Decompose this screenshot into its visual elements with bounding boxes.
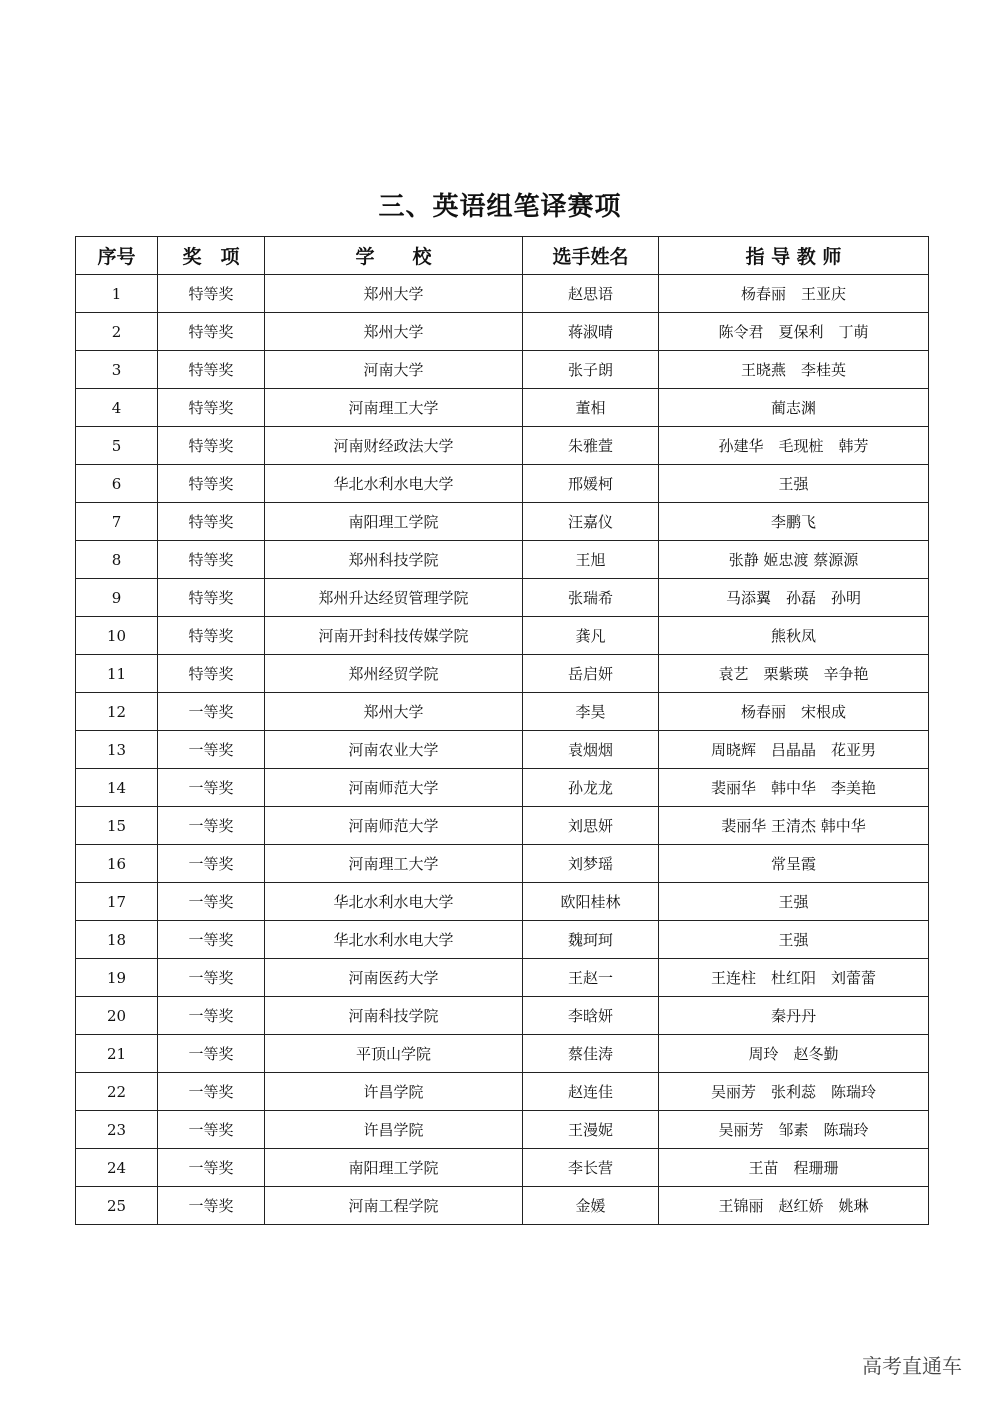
cell-index: 5: [76, 427, 158, 465]
cell-school: 郑州经贸学院: [265, 655, 523, 693]
cell-index: 3: [76, 351, 158, 389]
cell-award: 一等奖: [158, 1111, 265, 1149]
cell-advisors: 张静 姬忠渡 蔡源源: [659, 541, 929, 579]
table-row: [76, 503, 929, 541]
cell-school: 平顶山学院: [265, 1035, 523, 1073]
cell-contestant: 王漫妮: [523, 1111, 659, 1149]
cell-advisors: 王苗 程珊珊: [659, 1149, 929, 1187]
cell-contestant: 李昊: [523, 693, 659, 731]
cell-award: 一等奖: [158, 997, 265, 1035]
cell-index: 15: [76, 807, 158, 845]
cell-school: 郑州大学: [265, 275, 523, 313]
cell-index: 25: [76, 1187, 158, 1225]
table-row: [76, 389, 929, 427]
cell-index: 19: [76, 959, 158, 997]
cell-award: 特等奖: [158, 427, 265, 465]
cell-index: 21: [76, 1035, 158, 1073]
cell-school: 华北水利水电大学: [265, 465, 523, 503]
cell-award: 一等奖: [158, 1035, 265, 1073]
cell-index: 13: [76, 731, 158, 769]
cell-school: 郑州升达经贸管理学院: [265, 579, 523, 617]
watermark-text: 高考直通车: [862, 1354, 962, 1378]
cell-award: 特等奖: [158, 275, 265, 313]
cell-advisors: 王强: [659, 921, 929, 959]
cell-index: 12: [76, 693, 158, 731]
cell-contestant: 李长营: [523, 1149, 659, 1187]
cell-school: 河南医药大学: [265, 959, 523, 997]
cell-contestant: 刘思妍: [523, 807, 659, 845]
cell-contestant: 刘梦瑶: [523, 845, 659, 883]
table-row: [76, 693, 929, 731]
cell-advisors: 周晓辉 吕晶晶 花亚男: [659, 731, 929, 769]
cell-award: 一等奖: [158, 693, 265, 731]
cell-school: 南阳理工学院: [265, 503, 523, 541]
cell-award: 特等奖: [158, 655, 265, 693]
cell-school: 河南开封科技传媒学院: [265, 617, 523, 655]
cell-contestant: 汪嘉仪: [523, 503, 659, 541]
cell-award: 一等奖: [158, 1073, 265, 1111]
cell-contestant: 董相: [523, 389, 659, 427]
table-row: [76, 731, 929, 769]
cell-advisors: 孙建华 毛现桩 韩芳: [659, 427, 929, 465]
table-row: [76, 921, 929, 959]
cell-contestant: 龚凡: [523, 617, 659, 655]
cell-school: 河南理工大学: [265, 845, 523, 883]
cell-advisors: 秦丹丹: [659, 997, 929, 1035]
cell-index: 17: [76, 883, 158, 921]
cell-contestant: 欧阳桂林: [523, 883, 659, 921]
cell-index: 8: [76, 541, 158, 579]
table-row: [76, 1187, 929, 1225]
cell-contestant: 蒋淑晴: [523, 313, 659, 351]
cell-award: 特等奖: [158, 503, 265, 541]
cell-award: 特等奖: [158, 617, 265, 655]
cell-school: 河南财经政法大学: [265, 427, 523, 465]
cell-school: 河南理工大学: [265, 389, 523, 427]
cell-advisors: 王强: [659, 465, 929, 503]
cell-index: 23: [76, 1111, 158, 1149]
table-row: [76, 959, 929, 997]
table-row: [76, 1149, 929, 1187]
cell-award: 一等奖: [158, 921, 265, 959]
cell-contestant: 王旭: [523, 541, 659, 579]
table-row: [76, 275, 929, 313]
cell-school: 许昌学院: [265, 1073, 523, 1111]
cell-advisors: 王晓燕 李桂英: [659, 351, 929, 389]
cell-contestant: 邢媛柯: [523, 465, 659, 503]
table-row: [76, 427, 929, 465]
header-advisors: 指 导 教 师: [659, 237, 929, 275]
cell-award: 一等奖: [158, 731, 265, 769]
cell-index: 9: [76, 579, 158, 617]
cell-advisors: 蔺志渊: [659, 389, 929, 427]
cell-contestant: 蔡佳涛: [523, 1035, 659, 1073]
cell-contestant: 朱雅萱: [523, 427, 659, 465]
cell-index: 2: [76, 313, 158, 351]
table-row: [76, 313, 929, 351]
table-row: [76, 807, 929, 845]
cell-award: 特等奖: [158, 313, 265, 351]
cell-advisors: 吴丽芳 张利蕊 陈瑞玲: [659, 1073, 929, 1111]
cell-award: 一等奖: [158, 807, 265, 845]
cell-index: 14: [76, 769, 158, 807]
cell-index: 1: [76, 275, 158, 313]
cell-school: 河南工程学院: [265, 1187, 523, 1225]
cell-advisors: 吴丽芳 邹素 陈瑞玲: [659, 1111, 929, 1149]
table-row: [76, 845, 929, 883]
cell-index: 22: [76, 1073, 158, 1111]
cell-award: 一等奖: [158, 883, 265, 921]
cell-index: 7: [76, 503, 158, 541]
header-school: 学 校: [265, 237, 523, 275]
table-body: [76, 275, 929, 1225]
cell-contestant: 孙龙龙: [523, 769, 659, 807]
cell-award: 一等奖: [158, 769, 265, 807]
table-header-row: [76, 237, 929, 275]
cell-advisors: 杨春丽 王亚庆: [659, 275, 929, 313]
cell-index: 4: [76, 389, 158, 427]
cell-contestant: 赵连佳: [523, 1073, 659, 1111]
cell-school: 河南农业大学: [265, 731, 523, 769]
cell-award: 一等奖: [158, 1187, 265, 1225]
cell-advisors: 陈令君 夏保利 丁萌: [659, 313, 929, 351]
awards-table: [75, 236, 929, 1225]
cell-award: 特等奖: [158, 389, 265, 427]
cell-award: 一等奖: [158, 845, 265, 883]
cell-school: 华北水利水电大学: [265, 921, 523, 959]
cell-school: 南阳理工学院: [265, 1149, 523, 1187]
table-row: [76, 655, 929, 693]
table-row: [76, 541, 929, 579]
cell-contestant: 岳启妍: [523, 655, 659, 693]
cell-advisors: 裴丽华 韩中华 李美艳: [659, 769, 929, 807]
cell-advisors: 常呈霞: [659, 845, 929, 883]
table-row: [76, 1035, 929, 1073]
table-row: [76, 883, 929, 921]
cell-advisors: 熊秋凤: [659, 617, 929, 655]
cell-index: 24: [76, 1149, 158, 1187]
cell-advisors: 李鹏飞: [659, 503, 929, 541]
cell-school: 河南师范大学: [265, 807, 523, 845]
table-row: [76, 351, 929, 389]
cell-contestant: 张子朗: [523, 351, 659, 389]
table-row: [76, 617, 929, 655]
cell-award: 特等奖: [158, 579, 265, 617]
cell-award: 特等奖: [158, 541, 265, 579]
cell-contestant: 魏珂珂: [523, 921, 659, 959]
cell-contestant: 袁烟烟: [523, 731, 659, 769]
cell-advisors: 王强: [659, 883, 929, 921]
cell-school: 河南大学: [265, 351, 523, 389]
cell-school: 郑州大学: [265, 693, 523, 731]
cell-school: 郑州科技学院: [265, 541, 523, 579]
cell-contestant: 张瑞希: [523, 579, 659, 617]
cell-school: 河南师范大学: [265, 769, 523, 807]
cell-school: 华北水利水电大学: [265, 883, 523, 921]
cell-advisors: 周玲 赵冬勤: [659, 1035, 929, 1073]
cell-advisors: 王锦丽 赵红娇 姚琳: [659, 1187, 929, 1225]
cell-advisors: 王连柱 杜红阳 刘蕾蕾: [659, 959, 929, 997]
cell-contestant: 赵思语: [523, 275, 659, 313]
cell-school: 许昌学院: [265, 1111, 523, 1149]
cell-award: 一等奖: [158, 959, 265, 997]
cell-contestant: 王赵一: [523, 959, 659, 997]
table-row: [76, 769, 929, 807]
header-contestant: 选手姓名: [523, 237, 659, 275]
table-row: [76, 579, 929, 617]
cell-school: 郑州大学: [265, 313, 523, 351]
cell-index: 11: [76, 655, 158, 693]
table-row: [76, 1073, 929, 1111]
cell-award: 一等奖: [158, 1149, 265, 1187]
cell-advisors: 杨春丽 宋根成: [659, 693, 929, 731]
cell-index: 20: [76, 997, 158, 1035]
cell-award: 特等奖: [158, 351, 265, 389]
header-award: 奖 项: [158, 237, 265, 275]
cell-index: 16: [76, 845, 158, 883]
page-title: 三、英语组笔译赛项: [378, 192, 622, 222]
cell-contestant: 李晗妍: [523, 997, 659, 1035]
cell-school: 河南科技学院: [265, 997, 523, 1035]
table-row: [76, 465, 929, 503]
cell-contestant: 金媛: [523, 1187, 659, 1225]
cell-advisors: 裴丽华 王清杰 韩中华: [659, 807, 929, 845]
cell-index: 10: [76, 617, 158, 655]
cell-award: 特等奖: [158, 465, 265, 503]
header-index: 序号: [76, 237, 158, 275]
cell-advisors: 马添翼 孙磊 孙明: [659, 579, 929, 617]
cell-advisors: 袁艺 栗紫瑛 辛争艳: [659, 655, 929, 693]
table-row: [76, 1111, 929, 1149]
table-row: [76, 997, 929, 1035]
cell-index: 18: [76, 921, 158, 959]
cell-index: 6: [76, 465, 158, 503]
